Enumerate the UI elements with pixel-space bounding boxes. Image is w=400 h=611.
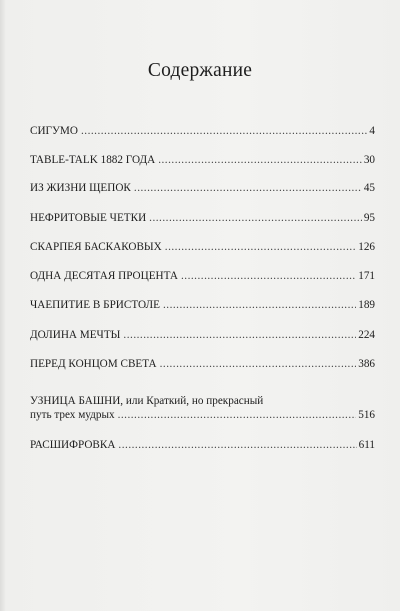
dot-leader xyxy=(123,328,356,342)
toc-entry xyxy=(30,153,375,167)
toc-entry-page: 171 xyxy=(358,270,375,282)
toc-entry-title: СКАРПЕЯ БАСКАКОВЫХ xyxy=(30,241,162,253)
dot-leader xyxy=(118,408,357,422)
toc-entry xyxy=(30,357,375,371)
toc-entry-page: 611 xyxy=(358,439,375,451)
toc-entry-page: 224 xyxy=(358,329,375,341)
dot-leader xyxy=(149,211,362,225)
toc-entry-title: ЧАЕПИТИЕ В БРИСТОЛЕ xyxy=(30,299,160,311)
toc-entry-page: 30 xyxy=(363,154,375,166)
toc-entry-title: TABLE-TALK 1882 ГОДА xyxy=(30,154,156,166)
toc-entry xyxy=(30,269,375,283)
toc-entry-title-continued: путь трех мудрых xyxy=(30,409,115,421)
toc-entry-title: УЗНИЦА БАШНИ, или Краткий, но прекрасный xyxy=(30,395,264,407)
toc-entry-page: 95 xyxy=(363,212,375,224)
dot-leader xyxy=(118,438,356,452)
dot-leader xyxy=(181,269,356,283)
dot-leader xyxy=(163,298,356,312)
toc-entry-title: РАСШИФРОВКА xyxy=(30,439,116,451)
dot-leader xyxy=(158,153,362,167)
toc-entry-page: 189 xyxy=(358,299,375,311)
toc-entry-title: ИЗ ЖИЗНИ ЩЕПОК xyxy=(30,182,131,194)
toc-entry xyxy=(30,394,375,422)
toc-entry-title: ДОЛИНА МЕЧТЫ xyxy=(30,329,121,341)
toc-entry xyxy=(30,298,375,312)
toc-entry xyxy=(30,211,375,225)
toc-entry-title: ПЕРЕД КОНЦОМ СВЕТА xyxy=(30,358,157,370)
toc-entry-page: 4 xyxy=(369,125,375,137)
dot-leader xyxy=(165,240,356,254)
toc-entry-page: 386 xyxy=(358,358,375,370)
page-title: Содержание xyxy=(147,60,253,81)
toc-entry-title: ОДНА ДЕСЯТАЯ ПРОЦЕНТА xyxy=(30,270,178,282)
toc-entry-page: 45 xyxy=(363,182,375,194)
toc-entry xyxy=(30,328,375,342)
toc-entry xyxy=(30,240,375,254)
dot-leader xyxy=(134,181,362,195)
toc-entry-page: 126 xyxy=(358,241,375,253)
toc-entry-title: НЕФРИТОВЫЕ ЧЕТКИ xyxy=(30,212,147,224)
dot-leader xyxy=(160,357,357,371)
toc-entry-title: СИГУМО xyxy=(30,125,78,137)
toc-entry xyxy=(30,181,375,195)
toc-entry-page: 516 xyxy=(358,409,375,421)
toc-entry xyxy=(30,124,375,138)
dot-leader xyxy=(81,124,367,138)
toc-entry xyxy=(30,438,375,452)
